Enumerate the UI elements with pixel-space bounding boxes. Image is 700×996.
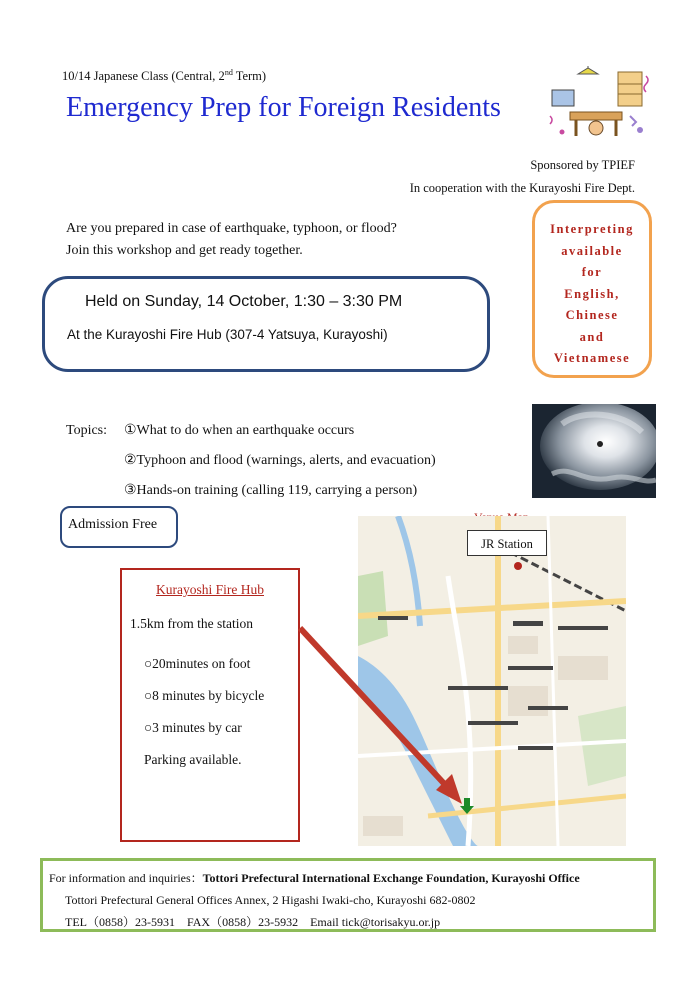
fire-hub-title: Kurayoshi Fire Hub: [156, 582, 264, 597]
sponsor-line: Sponsored by TPIEF: [530, 158, 635, 172]
access-option: Parking available.: [144, 752, 242, 767]
class-line: 10/14 Japanese Class (Central, 2nd Term): [62, 68, 267, 84]
venue-map: [358, 516, 626, 846]
intro-line-2: Join this workshop and get ready together.: [66, 243, 303, 258]
access-option: ○8 minutes by bicycle: [144, 688, 265, 703]
earthquake-illustration-icon: [548, 66, 660, 146]
topic-item: ③Hands-on training (calling 119, carrying a person): [124, 483, 418, 498]
footer-address: Tottori Prefectural General Offices Annex, 2 Higashi Iwaki-cho, Kurayoshi 682-0802: [65, 893, 476, 907]
event-venue: At the Kurayoshi Fire Hub (307-4 Yatsuya, Kurayoshi): [67, 327, 388, 342]
event-details-box: [42, 276, 490, 372]
access-option: ○20minutes on foot: [144, 656, 251, 671]
access-option: ○3 minutes by car: [144, 720, 242, 735]
topic-item: ②Typhoon and flood (warnings, alerts, and evacuation): [124, 453, 436, 468]
interpreting-text: Interpreting available for English, Chinese and Vietnamese: [550, 222, 634, 365]
intro-text: [66, 218, 397, 262]
footer-contact: TEL（0858）23-5931 FAX（0858）23-5932 Email tick@torisakyu.or.jp: [65, 915, 441, 929]
fire-hub-access-list: [144, 648, 264, 776]
fire-hub-box: [120, 568, 300, 842]
intro-line-1: Are you prepared in case of earthquake, typhoon, or flood?: [66, 221, 397, 236]
typhoon-satellite-image: [532, 404, 656, 498]
jr-station-label: JR Station: [467, 530, 547, 556]
topics-list: [66, 416, 436, 506]
cooperation-line: In cooperation with the Kurayoshi Fire Dept.: [409, 181, 635, 195]
admission-badge: Admission Free: [60, 506, 178, 548]
interpreting-box: [532, 200, 652, 378]
event-date: Held on Sunday, 14 October, 1:30 – 3:30 PM: [85, 293, 403, 310]
topics-label: Topics:: [66, 423, 108, 438]
topic-item: ①What to do when an earthquake occurs: [124, 423, 355, 438]
contact-footer: [40, 858, 656, 932]
sponsor-block: [410, 154, 635, 200]
footer-org-line: For information and inquiries：Tottori Prefectural International Exchange Foundation, Kurayoshi Office: [49, 871, 580, 885]
fire-hub-distance: 1.5km from the station: [130, 616, 253, 631]
page-title: Emergency Prep for Foreign Residents: [66, 92, 501, 123]
